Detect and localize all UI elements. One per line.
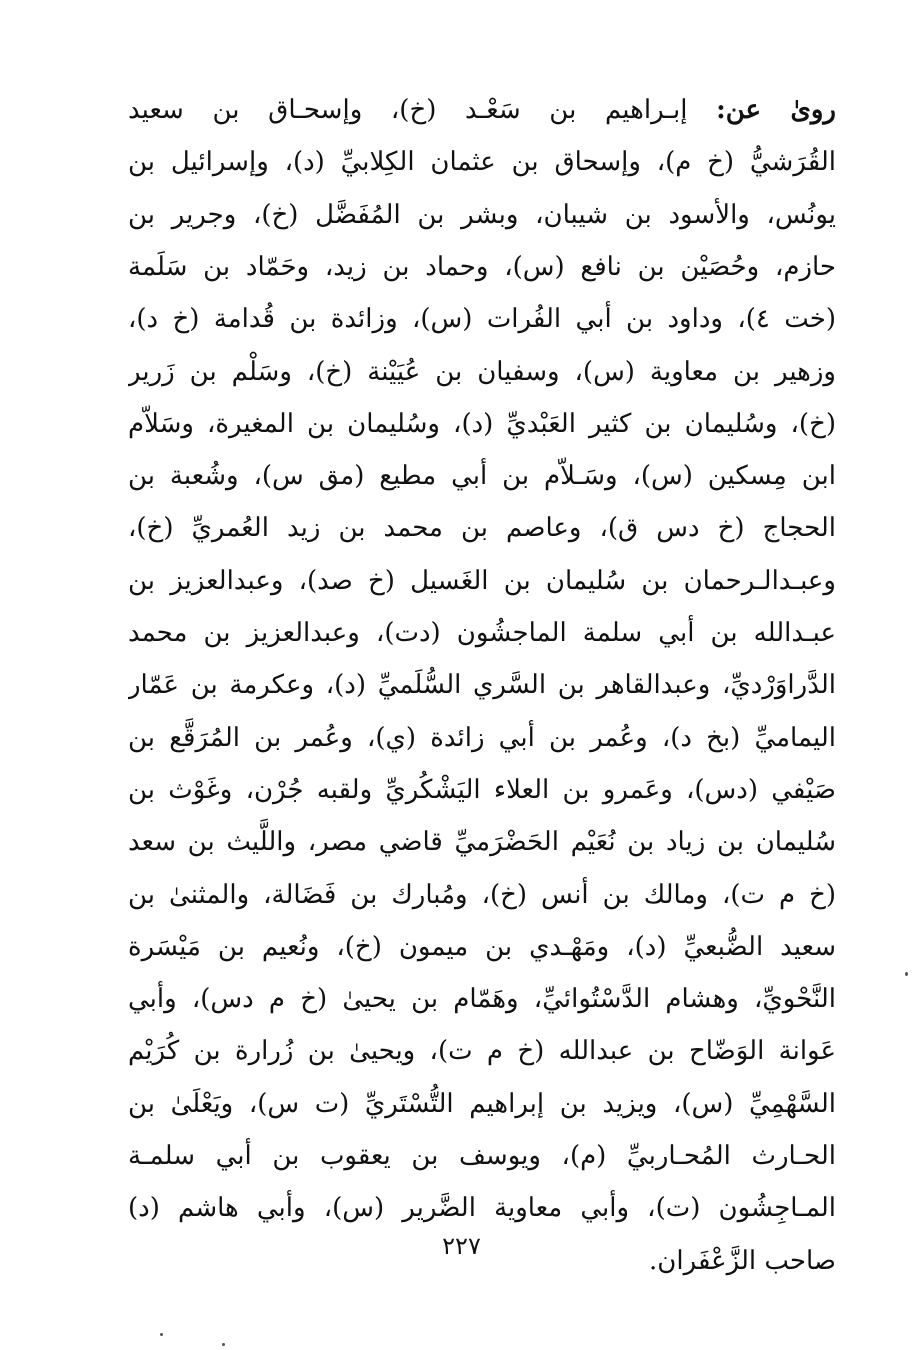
text-line [128,816,836,868]
line-text: اليماميِّ (بخ د)، وعُمر بن أبي زائدة (ي)، وعُمر بن المُرَقَّع بن [128,723,836,753]
text-line [128,450,836,502]
text-line [128,1130,836,1182]
text-line [128,84,836,136]
text-line [128,241,836,293]
line-text: المـاجِشُون (ت)، وأبي معاوية الضَّرير (س)، وأبي هاشم (د) [128,1193,836,1223]
line-text: النَّحْويِّ، وهشام الدَّسْتُوائيِّ، وهَمّام بن يحيىٰ (خ م دس)، وأبي [128,984,836,1014]
line-text: الدَّراوَرْديِّ، وعبدالقاهر بن السَّري السُّلَميِّ (د)، وعكرمة بن عَمّار [128,670,836,700]
line-text: عَوانة الوَضّاح بن عبدالله (خ م ت)، ويحيىٰ بن زُرارة بن كُرَيْم [128,1036,836,1066]
line-text: سعيد الضُّبعيِّ (د)، ومَهْـدي بن ميمون (خ)، ونُعيم بن مَيْسَرة [128,932,836,962]
text-line [128,1182,836,1234]
text-line [128,607,836,659]
text-line [128,1078,836,1130]
line-text: إبـراهيم بن سَعْـد (خ)، وإسحـاق بن سعيد [128,95,717,125]
text-line [128,555,836,607]
text-line [128,293,836,345]
text-line [128,973,836,1025]
line-text: السَّهْمِيِّ (س)، ويزيد بن إبراهيم التُّسْتَريِّ (ت س)، ويَعْلَىٰ بن [128,1089,836,1119]
line-text: صاحب الزَّعْفَران. [649,1246,836,1276]
text-line [128,398,836,450]
text-line [128,764,836,816]
text-line [128,659,836,711]
text-line [128,712,836,764]
scan-speck [222,1343,225,1346]
line-text: ابن مِسكين (س)، وسَـلاّم بن أبي مطيع (مق س)، وشُعبة بن [128,461,836,491]
text-line [128,869,836,921]
text-line [128,136,836,188]
line-text: وزهير بن معاوية (س)، وسفيان بن عُيَيْنة (خ)، وسَلْم بن زَرير [128,357,836,387]
line-text: الحجاج (خ دس ق)، وعاصم بن محمد بن زيد العُمريِّ (خ)، [128,513,836,543]
line-text: عبـدالله بن أبي سلمة الماجشُون (دت)، وعبدالعزيز بن محمد [128,618,836,648]
line-text: وعبـدالـرحمان بن سُليمان بن الغَسيل (خ صد)، وعبدالعزيز بن [128,566,836,596]
line-text: الحـارث المُحـاربيِّ (م)، ويوسف بن يعقوب بن أبي سلمـة [128,1141,836,1171]
line-text: صَيْفي (دس)، وعَمرو بن العلاء اليَشْكُريِّ ولقبه جُرْن، وغَوْث بن [128,775,836,805]
line-text: (خت ٤)، وداود بن أبي الفُرات (س)، وزائدة بن قُدامة (خ د)، [128,304,836,334]
line-text: (خ م ت)، ومالك بن أنس (خ)، ومُبارك بن فَضَالة، والمثنىٰ بن [128,880,836,910]
line-text: سُليمان بن زياد بن نُعَيْم الحَضْرَميِّ قاضي مصر، واللَّيث بن سعد [128,827,836,857]
scan-speck [905,972,908,976]
text-line [128,1025,836,1077]
text-line [128,189,836,241]
page-number: ٢٢٧ [442,1232,481,1260]
text-line [128,346,836,398]
line-text: القُرَشيُّ (خ م)، وإسحاق بن عثمان الكِلابيِّ (د)، وإسرائيل بن [128,147,836,177]
scan-speck [160,1333,163,1336]
text-line [128,921,836,973]
line-text: (خ)، وسُليمان بن كثير العَبْديِّ (د)، وسُليمان بن المغيرة، وسَلاّم [128,409,836,439]
line-text: حازم، وحُصَيْن بن نافع (س)، وحماد بن زيد، وحَمّاد بن سَلَمة [128,252,836,282]
text-line [128,502,836,554]
line-text: يونُس، والأسود بن شيبان، وبشر بن المُفَضَّل (خ)، وجرير بن [128,200,836,230]
entry-lead-label: روىٰ عن: [716,95,836,125]
